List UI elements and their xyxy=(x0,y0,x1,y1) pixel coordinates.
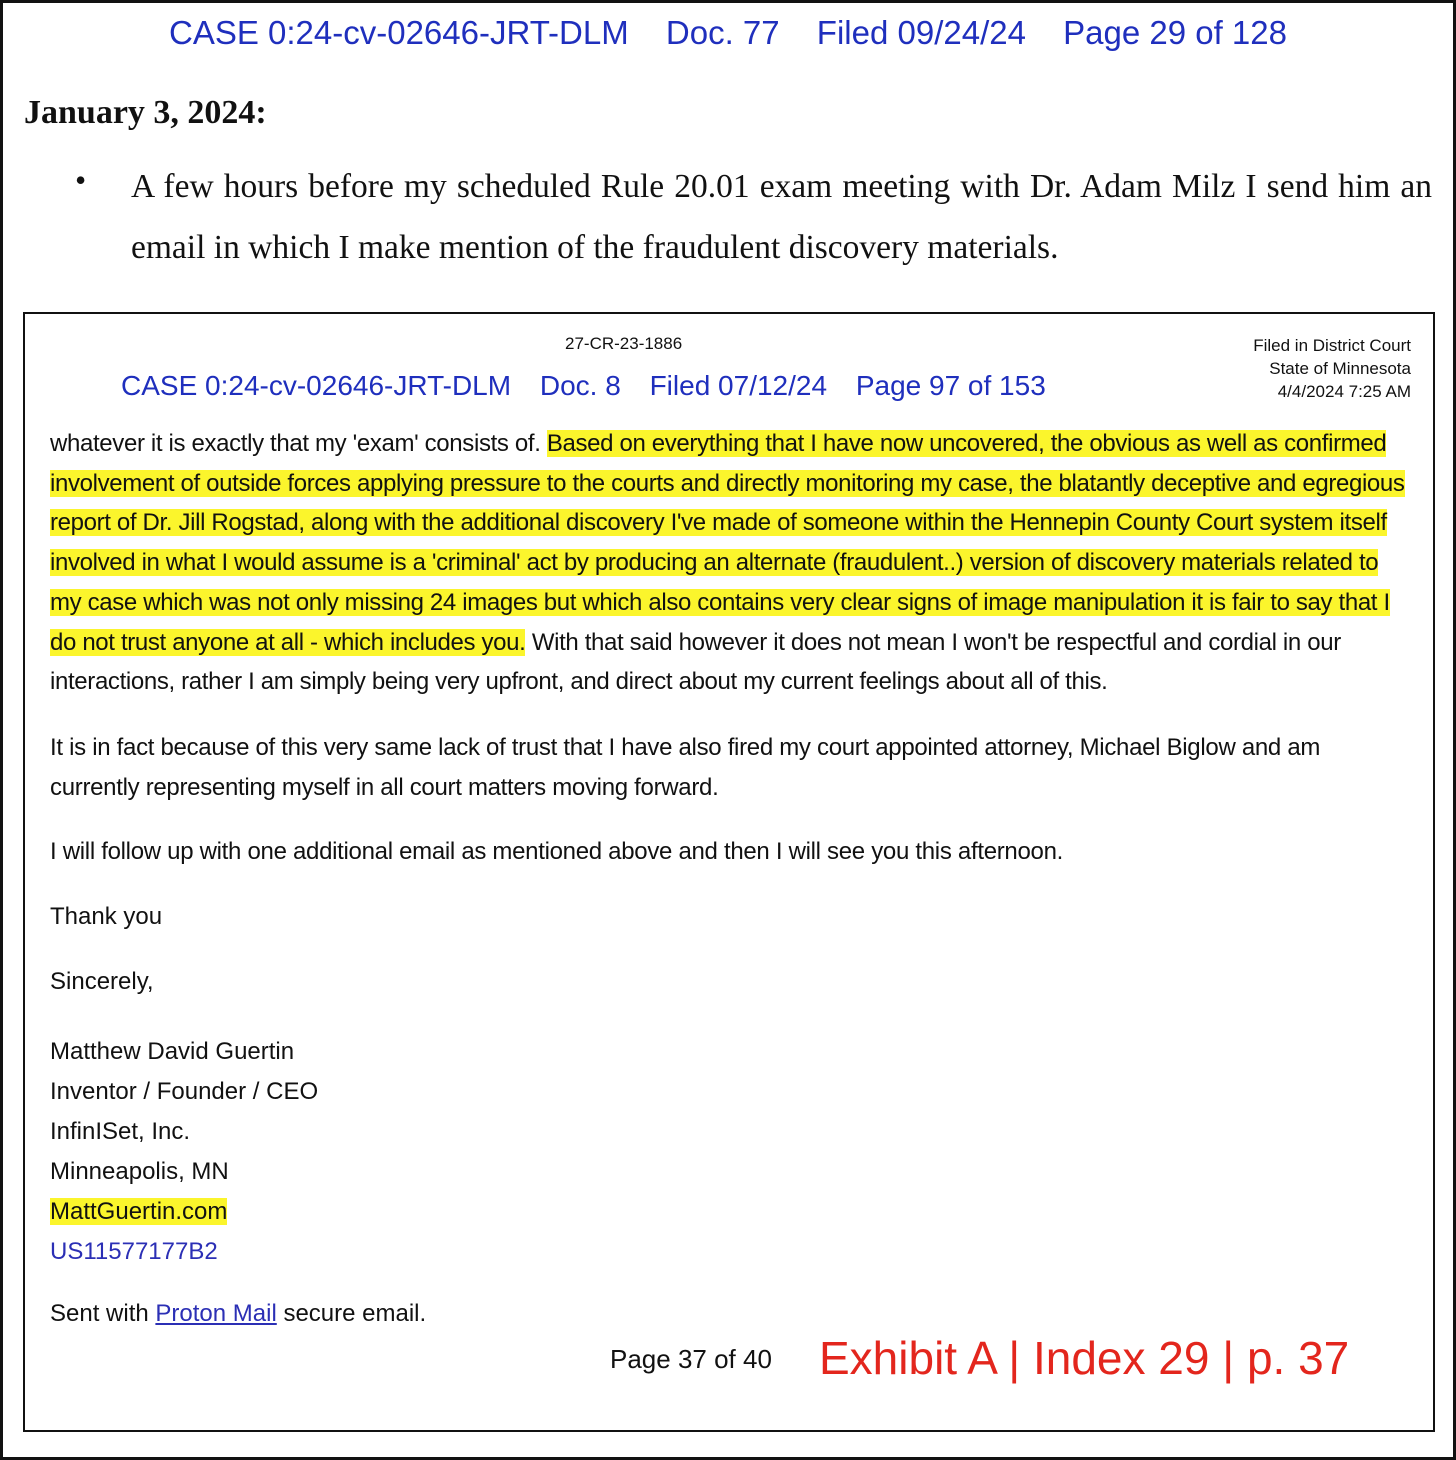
highlighted-passage: Based on everything that I have now uncovered, the obvious as well as confirmed involvement of outside forces applying pressure to the courts and directly monitoring my case, the blatantly deceptive and egregious report of Dr. Jill Rogstad, along with the additional discovery I've made of someone within the Hennepin County Court system itself involved in what I would assume is a 'criminal' act by producing an alternate (fraudulent..) version of discovery materials related to my case which was not only missing 24 images but which also contains very clear signs of image manipulation it is fair to say that I do not trust anyone at all - which includes you. xyxy=(50,430,1405,656)
exhibit-email-excerpt xyxy=(23,312,1435,1432)
signature-patent-link[interactable]: US11577177B2 xyxy=(50,1237,218,1265)
bullet-icon: • xyxy=(75,162,87,198)
filed-stamp-state: State of Minnesota xyxy=(1269,359,1411,378)
filed-stamp-datetime: 4/4/2024 7:25 AM xyxy=(1277,382,1411,401)
signature-company: InfinISet, Inc. xyxy=(50,1117,191,1145)
signature-location: Minneapolis, MN xyxy=(50,1157,229,1185)
inner-doc-number: Doc. 8 xyxy=(539,370,621,401)
sent-with-prefix: Sent with xyxy=(50,1299,149,1327)
inner-filed-date: Filed 07/12/24 xyxy=(649,370,828,401)
signature-name: Matthew David Guertin xyxy=(50,1037,295,1065)
signature-website-link[interactable]: MattGuertin.com xyxy=(50,1197,228,1225)
email-page-count: Page 37 of 40 xyxy=(610,1344,772,1374)
outer-case-number: CASE 0:24-cv-02646-JRT-DLM xyxy=(168,14,629,51)
email-paragraph-3: I will follow up with one additional email as mentioned above and then I will see you this afternoon. xyxy=(50,837,1063,865)
filed-stamp xyxy=(1253,334,1411,403)
filed-stamp-court: Filed in District Court xyxy=(1253,336,1411,355)
email-body xyxy=(50,424,1410,1334)
email-signature xyxy=(50,1032,1410,1272)
date-heading: January 3, 2024: xyxy=(24,94,267,131)
proton-mail-link[interactable]: Proton Mail xyxy=(155,1299,277,1327)
exhibit-label: Exhibit A | Index 29 | p. 37 xyxy=(819,1332,1350,1384)
sent-with-suffix: secure email. xyxy=(283,1299,427,1327)
email-closing: Sincerely, xyxy=(50,967,154,995)
state-case-number: 27-CR-23-1886 xyxy=(565,334,683,353)
outer-page-number: Page 29 of 128 xyxy=(1063,14,1287,51)
bullet-text: A few hours before my scheduled Rule 20.01 exam meeting with Dr. Adam Milz I send him an email in which I make mention of the fraudulent discovery materials. xyxy=(131,168,1432,266)
email-paragraph-1 xyxy=(50,424,1410,702)
inner-case-header xyxy=(121,370,1067,402)
email-paragraph-2: It is in fact because of this very same lack of trust that I have also fired my court appointed attorney, Michael Biglow and am currently representing myself in all court matters moving forward. xyxy=(50,733,1321,801)
outer-filed-date: Filed 09/24/24 xyxy=(816,14,1026,51)
signature-title: Inventor / Founder / CEO xyxy=(50,1077,319,1105)
sent-with-line xyxy=(50,1294,1410,1334)
paragraph-1-lead: whatever it is exactly that my 'exam' consists of. xyxy=(50,430,541,457)
paragraph-1-tail: With that said however it does not mean I won't be respectful and cordial in our interactions, rather I am simply being very upfront, and direct about my current feelings about all of this. xyxy=(50,628,1341,696)
email-thanks: Thank you xyxy=(50,902,163,930)
inner-page-number: Page 97 of 153 xyxy=(855,370,1046,401)
outer-doc-number: Doc. 77 xyxy=(665,14,780,51)
inner-case-number: CASE 0:24-cv-02646-JRT-DLM xyxy=(121,370,512,401)
outer-case-header xyxy=(0,14,1456,52)
